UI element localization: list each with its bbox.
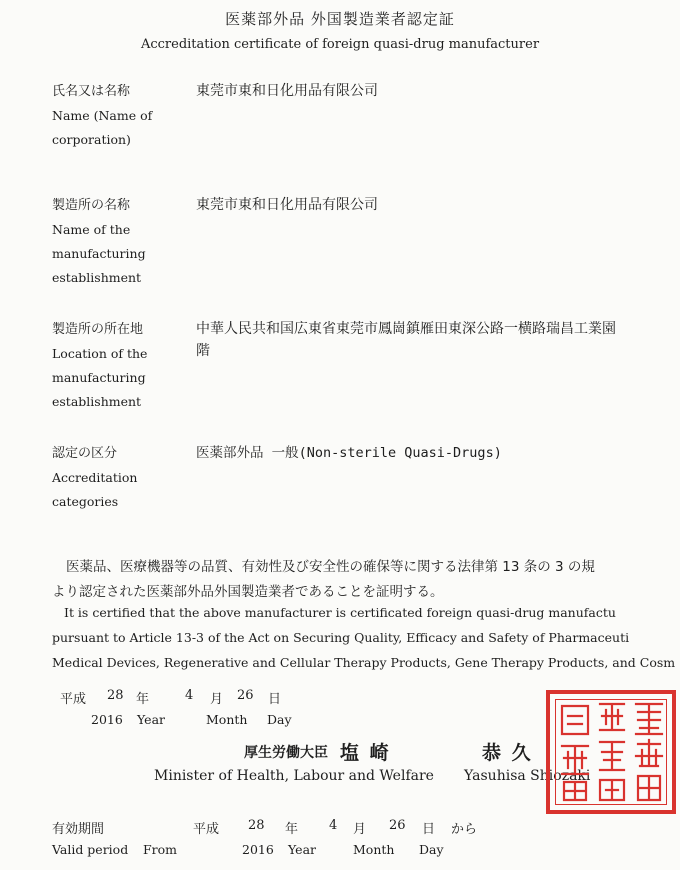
- field-label-en-line: establishment: [52, 270, 142, 285]
- field-establishment-label: [52, 194, 146, 290]
- certificate-title-en: Accreditation certificate of foreign quasi-drug manufacturer: [140, 37, 540, 52]
- issue-date-era: 平成: [60, 692, 87, 707]
- minister-family-name-jp: 塩 崎: [340, 742, 391, 764]
- field-label-en-line: Accreditation: [52, 470, 138, 485]
- validity-day-en: Day: [419, 842, 444, 857]
- field-label-jp: 製造所の名称: [52, 198, 131, 213]
- field-location-label: [52, 318, 147, 414]
- validity-day-kanji: 日: [422, 822, 436, 837]
- field-label-jp: 製造所の所在地: [52, 322, 144, 337]
- validity-from-en: From: [143, 842, 178, 857]
- declaration-jp-line: 医薬品、医療機器等の品質、有効性及び安全性の確保等に関する法律第 13 条の 3 の規: [66, 559, 595, 575]
- issue-date-year-kanji: 年: [136, 692, 150, 707]
- minister-title-en: Minister of Health, Labour and Welfare: [154, 768, 434, 784]
- field-label-en-line: Location of the: [52, 346, 148, 361]
- field-label-en-line: categories: [52, 494, 119, 509]
- field-label-en-line: Name of the: [52, 222, 131, 237]
- field-establishment-value: 東莞市東和日化用品有限公司: [196, 197, 378, 213]
- validity-year-kanji: 年: [285, 822, 299, 837]
- field-label-en-line: establishment: [52, 394, 142, 409]
- issue-date-month-en: Month: [206, 712, 248, 727]
- validity-month-kanji: 月: [353, 822, 367, 837]
- validity-label-jp: 有効期間: [52, 822, 105, 837]
- validity-month-en: Month: [353, 842, 395, 857]
- field-location-line: 階: [196, 343, 210, 359]
- field-name-value: 東莞市東和日化用品有限公司: [196, 83, 378, 99]
- validity-year-jp: 28: [248, 818, 265, 833]
- field-label-en-line: corporation): [52, 132, 131, 147]
- field-label-en-line: Name (Name of: [52, 108, 153, 123]
- declaration-jp-line: より認定された医薬部外品外国製造業者であることを証明する。: [52, 584, 444, 600]
- declaration-en-line: It is certified that the above manufacturer is certificated foreign quasi-drug manufactu: [64, 605, 616, 620]
- issue-date-day-en: Day: [267, 712, 292, 727]
- issue-date-month-kanji: 月: [210, 692, 224, 707]
- field-label-en-line: manufacturing: [52, 246, 146, 261]
- issue-date-year-jp: 28: [107, 688, 124, 703]
- validity-day: 26: [389, 818, 406, 833]
- field-label-en-line: manufacturing: [52, 370, 146, 385]
- issue-date-day: 26: [237, 688, 254, 703]
- validity-from-jp: から: [451, 822, 478, 837]
- official-seal-stamp: [546, 690, 676, 814]
- minister-name-en: Yasuhisa Shiozaki: [464, 768, 591, 784]
- seal-glyphs: [550, 694, 672, 810]
- validity-year-en: Year: [288, 842, 316, 857]
- validity-era: 平成: [193, 822, 220, 837]
- validity-month: 4: [329, 818, 338, 833]
- declaration-en-line: Medical Devices, Regenerative and Cellular Therapy Products, Gene Therapy Products, and Cosm: [52, 655, 676, 670]
- certificate-title-jp: 医薬部外品 外国製造業者認定証: [225, 10, 455, 28]
- validity-year: 2016: [242, 842, 274, 857]
- field-label-jp: 認定の区分: [52, 446, 118, 461]
- validity-label-en: Valid period: [52, 842, 129, 857]
- minister-title-jp: 厚生労働大臣: [244, 745, 328, 761]
- field-location-value: [196, 318, 680, 362]
- issue-date-month: 4: [185, 688, 194, 703]
- field-category-value: 医薬部外品 一般(Non-sterile Quasi-Drugs): [196, 445, 502, 461]
- issue-date-year-en: Year: [137, 712, 165, 727]
- issue-date-day-kanji: 日: [268, 692, 282, 707]
- field-name-label: [52, 80, 152, 152]
- declaration-en-line: pursuant to Article 13-3 of the Act on Securing Quality, Efficacy and Safety of Pharmaceuti: [52, 630, 630, 645]
- field-category-label: [52, 442, 137, 514]
- issue-date-year: 2016: [91, 712, 123, 727]
- field-label-jp: 氏名又は名称: [52, 84, 131, 99]
- minister-given-name-jp: 恭 久: [482, 742, 533, 764]
- field-location-line: 中華人民共和国広東省東莞市鳳崗鎮雁田東深公路一横路瑞昌工業園: [196, 321, 616, 337]
